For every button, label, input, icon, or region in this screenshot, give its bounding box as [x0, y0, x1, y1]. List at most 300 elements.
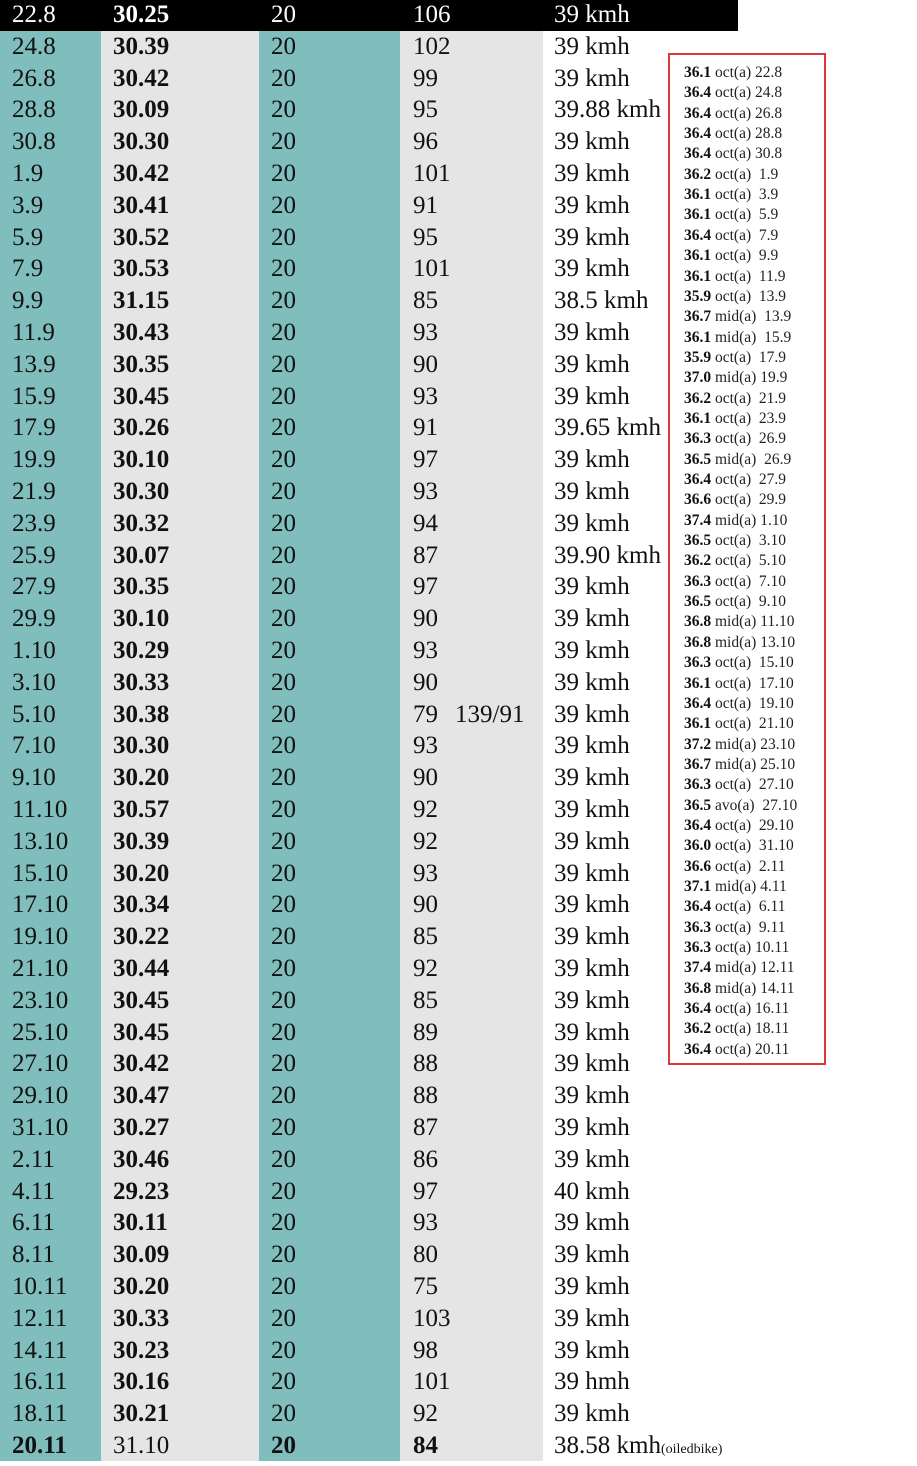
temperature-value: 37.4 — [684, 511, 712, 529]
temperature-value: 36.6 — [684, 857, 712, 875]
value-cell: 30.42 — [113, 1050, 170, 1078]
speed-cell: 39 kmh — [554, 1273, 630, 1300]
speed-cell: 39 kmh — [554, 223, 630, 251]
table-row — [0, 1112, 917, 1144]
value-cell: 30.09 — [113, 96, 170, 124]
temperature-label: mid(a) 11.10 — [715, 613, 795, 631]
temperature-value: 36.4 — [684, 104, 712, 122]
temperature-label: mid(a) 12.11 — [715, 959, 795, 977]
speed-cell: 39 kmh — [554, 64, 630, 92]
value-cell: 30.45 — [113, 382, 170, 410]
pulse-cell: 89 — [413, 1018, 438, 1046]
temperature-entry — [684, 633, 795, 653]
date-cell: 2.11 — [12, 1145, 55, 1173]
temperature-label: oct(a) 30.8 — [715, 145, 783, 163]
temperature-entry — [684, 246, 778, 266]
temperature-value: 36.1 — [684, 328, 712, 346]
pulse-cell: 80 — [413, 1241, 438, 1269]
speed-cell: 39 kmh — [554, 923, 630, 951]
date-cell: 6.11 — [12, 1209, 55, 1237]
temperature-value: 36.2 — [684, 165, 712, 183]
temperature-entry — [684, 918, 785, 938]
pulse-cell: 93 — [413, 732, 438, 760]
pulse-cell: 101 — [413, 1368, 451, 1396]
temperature-value: 36.4 — [684, 1000, 712, 1018]
value-cell: 30.10 — [113, 605, 170, 633]
date-cell: 29.9 — [12, 605, 56, 633]
temperature-entry — [684, 511, 787, 531]
temperature-label: mid(a) 15.9 — [715, 328, 792, 346]
temperature-label: mid(a) 26.9 — [715, 450, 792, 468]
temperature-entry — [684, 938, 789, 958]
pulse-cell: 103 — [413, 1304, 451, 1332]
temperature-value: 36.3 — [684, 776, 712, 794]
temperature-label: oct(a) 27.9 — [715, 471, 787, 488]
temperature-entry — [684, 490, 786, 510]
temperature-label: oct(a) 21.10 — [715, 715, 794, 733]
date-cell: 9.10 — [12, 764, 56, 792]
table-row — [0, 1303, 917, 1335]
temperature-label: oct(a) 13.9 — [715, 287, 787, 305]
count-cell: 20 — [271, 1, 296, 28]
value-cell: 30.39 — [113, 827, 170, 855]
speed-cell: 39 hmh — [554, 1368, 630, 1396]
pulse-cell: 75 — [413, 1273, 438, 1300]
temperature-value: 36.1 — [684, 715, 712, 733]
temperature-label: oct(a) 21.9 — [715, 389, 787, 407]
date-cell: 25.9 — [12, 541, 56, 569]
temperature-entry — [684, 572, 786, 592]
date-cell: 29.10 — [12, 1082, 69, 1110]
speed-cell: 39 kmh — [554, 637, 630, 664]
temperature-entry — [684, 714, 794, 734]
temperature-value: 36.4 — [684, 125, 712, 143]
temperature-value: 37.0 — [684, 369, 712, 387]
speed-cell: 39 kmh — [554, 1018, 630, 1046]
temperature-entry — [684, 165, 778, 185]
count-cell: 20 — [271, 1050, 296, 1078]
count-cell: 20 — [271, 573, 296, 601]
date-cell: 8.11 — [12, 1241, 55, 1269]
count-cell: 20 — [271, 382, 296, 410]
speed-cell: 39.88 kmh — [554, 96, 661, 124]
speed-cell: 39 kmh — [554, 255, 630, 283]
count-cell: 20 — [271, 541, 296, 569]
pulse-cell: 93 — [413, 478, 438, 505]
count-cell: 20 — [271, 668, 296, 696]
value-cell: 30.20 — [113, 859, 170, 887]
temperature-value: 36.7 — [684, 308, 712, 326]
temperature-label: oct(a) 17.10 — [715, 674, 794, 692]
date-cell: 23.9 — [12, 509, 56, 537]
temperature-label: oct(a) 7.10 — [715, 572, 787, 590]
count-cell: 20 — [271, 191, 296, 219]
blood-pressure-cell: 139/91 — [455, 700, 525, 728]
value-cell: 30.39 — [113, 32, 170, 60]
pulse-cell: 79 — [413, 700, 438, 728]
temperature-value: 36.5 — [684, 796, 712, 814]
count-cell: 20 — [271, 1177, 296, 1205]
pulse-cell: 87 — [413, 1114, 438, 1141]
date-cell: 16.11 — [12, 1368, 68, 1396]
temperature-value: 36.4 — [684, 84, 712, 102]
temperature-label: oct(a) 20.11 — [715, 1040, 790, 1058]
count-cell: 20 — [271, 160, 296, 187]
temperature-label: oct(a) 27.10 — [715, 776, 794, 794]
temperature-entry — [684, 185, 778, 205]
date-cell: 17.10 — [12, 891, 69, 919]
pulse-cell: 90 — [413, 891, 438, 919]
temperature-value: 36.8 — [684, 633, 712, 651]
temperature-entry — [684, 104, 782, 124]
date-cell: 20.11 — [12, 1432, 67, 1459]
temperature-label: oct(a) 26.8 — [715, 104, 783, 122]
table-row — [0, 1271, 917, 1303]
pulse-cell: 87 — [413, 541, 438, 569]
temperature-entry — [684, 857, 785, 877]
speed-cell: 39 kmh — [554, 700, 630, 728]
count-cell: 20 — [271, 859, 296, 887]
date-cell: 13.9 — [12, 350, 56, 378]
count-cell: 20 — [271, 32, 296, 60]
date-cell: 27.9 — [12, 573, 56, 601]
count-cell: 20 — [271, 1273, 296, 1300]
pulse-cell: 93 — [413, 859, 438, 887]
table-row — [0, 1080, 917, 1112]
temperature-label: oct(a) 29.9 — [715, 491, 787, 509]
count-cell: 20 — [271, 764, 296, 792]
temperature-label: mid(a) 4.11 — [715, 878, 787, 895]
count-cell: 20 — [271, 287, 296, 315]
count-cell: 20 — [271, 350, 296, 378]
pulse-cell: 85 — [413, 287, 438, 315]
date-cell: 7.9 — [12, 255, 44, 283]
temperature-entry — [684, 816, 794, 836]
pulse-cell: 90 — [413, 668, 438, 696]
date-cell: 27.10 — [12, 1050, 69, 1078]
count-cell: 20 — [271, 700, 296, 728]
count-cell: 20 — [271, 923, 296, 951]
date-cell: 23.10 — [12, 986, 69, 1014]
pulse-cell: 86 — [413, 1145, 438, 1173]
value-cell: 31.15 — [113, 287, 170, 315]
date-cell: 17.9 — [12, 414, 56, 442]
speed-cell: 39 kmh — [554, 986, 630, 1014]
temperature-label: oct(a) 6.11 — [715, 898, 786, 916]
speed-cell: 39 kmh — [554, 796, 630, 823]
date-cell: 26.8 — [12, 64, 56, 92]
pulse-cell: 90 — [413, 764, 438, 792]
temperature-entry — [684, 429, 786, 449]
temperature-value: 36.4 — [684, 145, 712, 163]
speed-cell: 39 kmh — [554, 446, 630, 474]
temperature-value: 36.1 — [684, 186, 712, 204]
speed-cell: 39 kmh — [554, 1, 630, 28]
temperature-value: 36.3 — [684, 939, 712, 957]
temperature-entry — [684, 694, 794, 714]
temperature-label: oct(a) 16.11 — [715, 1000, 790, 1018]
pulse-cell: 101 — [413, 255, 451, 283]
pulse-cell: 88 — [413, 1050, 438, 1078]
value-cell: 30.22 — [113, 923, 170, 951]
value-cell: 30.57 — [113, 796, 170, 823]
pulse-cell: 93 — [413, 382, 438, 410]
count-cell: 20 — [271, 986, 296, 1014]
count-cell: 20 — [271, 223, 296, 251]
speed-cell: 39 kmh — [554, 32, 630, 60]
speed-cell: 39 kmh — [554, 1145, 630, 1173]
temperature-value: 36.1 — [684, 674, 712, 692]
value-cell: 30.41 — [113, 191, 170, 219]
speed-cell: 39 kmh — [554, 1304, 630, 1332]
speed-cell: 39 kmh — [554, 605, 630, 633]
temperature-label: oct(a) 9.11 — [715, 918, 786, 936]
temperature-value: 36.1 — [684, 247, 712, 265]
speed-cell: 39 kmh — [554, 1050, 630, 1078]
temperature-label: mid(a) 13.10 — [715, 633, 796, 651]
count-cell: 20 — [271, 1114, 296, 1141]
value-cell: 30.23 — [113, 1336, 170, 1364]
pulse-cell: 92 — [413, 1400, 438, 1428]
temperature-value: 36.5 — [684, 593, 712, 611]
date-cell: 21.9 — [12, 478, 56, 505]
temperature-entry — [684, 531, 786, 551]
table-row — [0, 1335, 917, 1367]
temperature-entry — [684, 328, 791, 348]
temperature-entry — [684, 348, 786, 368]
date-cell: 25.10 — [12, 1018, 69, 1046]
count-cell: 20 — [271, 605, 296, 633]
date-cell: 5.9 — [12, 223, 44, 251]
temperature-label: oct(a) 28.8 — [715, 125, 783, 143]
speed-cell: 39 kmh — [554, 350, 630, 378]
temperature-value: 36.7 — [684, 755, 712, 773]
date-cell: 21.10 — [12, 955, 69, 982]
table-row — [0, 0, 917, 31]
pulse-cell: 93 — [413, 319, 438, 346]
pulse-cell: 99 — [413, 64, 438, 92]
temperature-label: oct(a) 15.10 — [715, 654, 794, 672]
value-cell: 30.34 — [113, 891, 170, 919]
count-cell: 20 — [271, 1368, 296, 1396]
speed-cell: 39 kmh — [554, 573, 630, 601]
speed-cell: 39 kmh — [554, 859, 630, 887]
count-cell: 20 — [271, 827, 296, 855]
pulse-cell: 102 — [413, 32, 451, 60]
temperature-entry — [684, 551, 786, 571]
speed-cell: 39 kmh — [554, 955, 630, 982]
value-cell: 30.35 — [113, 350, 170, 378]
temperature-entry — [684, 307, 791, 327]
value-cell: 30.42 — [113, 64, 170, 92]
value-cell: 30.26 — [113, 414, 170, 442]
speed-cell: 38.58 kmh(oiledbike) — [554, 1432, 723, 1459]
count-cell: 20 — [271, 1400, 296, 1428]
value-cell: 30.46 — [113, 1145, 170, 1173]
count-cell: 20 — [271, 891, 296, 919]
speed-cell: 39.65 kmh — [554, 414, 661, 442]
value-cell: 30.30 — [113, 128, 170, 156]
value-cell: 30.21 — [113, 1400, 170, 1428]
count-cell: 20 — [271, 64, 296, 92]
temperature-label: oct(a) 26.9 — [715, 430, 787, 448]
value-cell: 30.16 — [113, 1368, 170, 1396]
value-cell: 30.11 — [113, 1209, 168, 1237]
date-cell: 10.11 — [12, 1273, 68, 1300]
temperature-label: oct(a) 23.9 — [715, 409, 787, 427]
temperature-entry — [684, 470, 786, 490]
temperature-label: oct(a) 3.10 — [715, 532, 787, 550]
temperature-label: avo(a) 27.10 — [715, 796, 798, 814]
value-cell: 30.35 — [113, 573, 170, 601]
temperature-label: oct(a) 5.9 — [715, 206, 779, 224]
temperature-label: mid(a) 13.9 — [715, 308, 792, 326]
date-cell: 19.9 — [12, 446, 56, 474]
temperature-value: 36.2 — [684, 1020, 712, 1038]
speed-cell: 39.90 kmh — [554, 541, 661, 569]
date-cell: 24.8 — [12, 32, 56, 60]
table-row — [0, 1398, 917, 1430]
count-cell: 20 — [271, 255, 296, 283]
pulse-cell: 92 — [413, 796, 438, 823]
temperature-entry — [684, 674, 794, 694]
date-cell: 1.9 — [12, 160, 44, 187]
count-cell: 20 — [271, 1336, 296, 1364]
pulse-cell: 85 — [413, 923, 438, 951]
temperature-value: 36.2 — [684, 552, 712, 570]
temperature-value: 36.1 — [684, 206, 712, 224]
pulse-cell: 85 — [413, 986, 438, 1014]
temperature-label: oct(a) 7.9 — [715, 226, 779, 244]
value-cell: 29.23 — [113, 1177, 170, 1205]
pulse-cell: 97 — [413, 446, 438, 474]
count-cell: 20 — [271, 509, 296, 537]
temperature-value: 37.1 — [684, 878, 712, 895]
value-cell: 30.45 — [113, 1018, 170, 1046]
count-cell: 20 — [271, 1209, 296, 1237]
count-cell: 20 — [271, 637, 296, 664]
count-cell: 20 — [271, 1304, 296, 1332]
speed-cell: 39 kmh — [554, 509, 630, 537]
temperature-entry — [684, 897, 785, 917]
value-cell: 30.20 — [113, 764, 170, 792]
temperature-value: 37.4 — [684, 959, 712, 977]
pulse-cell: 91 — [413, 414, 438, 442]
date-cell: 3.10 — [12, 668, 56, 696]
temperature-value: 36.3 — [684, 654, 712, 672]
count-cell: 20 — [271, 796, 296, 823]
pulse-cell: 90 — [413, 350, 438, 378]
count-cell: 20 — [271, 96, 296, 124]
temperature-entry — [684, 124, 782, 144]
date-cell: 11.9 — [12, 319, 55, 346]
temperature-label: mid(a) 25.10 — [715, 755, 796, 773]
value-cell: 30.25 — [113, 1, 170, 28]
value-cell: 30.38 — [113, 700, 170, 728]
pulse-cell: 97 — [413, 1177, 438, 1205]
count-cell: 20 — [271, 732, 296, 760]
date-cell: 3.9 — [12, 191, 44, 219]
temperature-label: mid(a) 1.10 — [715, 511, 788, 529]
date-cell: 5.10 — [12, 700, 56, 728]
table-row — [0, 1366, 917, 1398]
temperature-entry — [684, 267, 785, 287]
speed-cell: 39 kmh — [554, 160, 630, 187]
pulse-cell: 93 — [413, 1209, 438, 1237]
temperature-entry — [684, 1040, 789, 1060]
value-cell: 30.33 — [113, 1304, 170, 1332]
pulse-cell: 90 — [413, 605, 438, 633]
temperature-value: 36.2 — [684, 389, 712, 407]
pulse-cell: 98 — [413, 1336, 438, 1364]
temperature-value: 36.4 — [684, 471, 712, 488]
count-cell: 20 — [271, 128, 296, 156]
temperature-entry — [684, 389, 786, 409]
date-cell: 7.10 — [12, 732, 56, 760]
count-cell: 20 — [271, 1082, 296, 1110]
speed-cell: 39 kmh — [554, 1082, 630, 1110]
temperature-value: 37.2 — [684, 735, 712, 753]
temperature-value: 36.1 — [684, 64, 712, 81]
temperature-entry — [684, 958, 795, 978]
value-cell: 30.33 — [113, 668, 170, 696]
pulse-cell: 93 — [413, 637, 438, 664]
table-row — [0, 1239, 917, 1271]
value-cell: 30.27 — [113, 1114, 170, 1141]
date-cell: 22.8 — [12, 1, 56, 28]
speed-cell: 39 kmh — [554, 1336, 630, 1364]
value-cell: 30.30 — [113, 732, 170, 760]
pulse-cell: 92 — [413, 955, 438, 982]
pulse-cell: 96 — [413, 128, 438, 156]
date-cell: 18.11 — [12, 1400, 68, 1428]
temperature-entry — [684, 368, 787, 388]
count-cell: 20 — [271, 1432, 296, 1459]
count-cell: 20 — [271, 955, 296, 982]
temperature-label: oct(a) 11.9 — [715, 267, 786, 285]
value-cell: 30.42 — [113, 160, 170, 187]
date-cell: 11.10 — [12, 796, 68, 823]
speed-cell: 39 kmh — [554, 191, 630, 219]
temperature-label: oct(a) 9.9 — [715, 247, 779, 265]
table-row — [0, 1176, 917, 1208]
temperature-label: oct(a) 29.10 — [715, 816, 794, 834]
temperature-entry — [684, 877, 787, 897]
speed-cell: 39 kmh — [554, 1209, 630, 1237]
temperature-label: oct(a) 19.10 — [715, 694, 794, 712]
speed-cell: 39 kmh — [554, 764, 630, 792]
date-cell: 15.10 — [12, 859, 69, 887]
value-cell: 30.32 — [113, 509, 170, 537]
temperature-label: oct(a) 2.11 — [715, 857, 786, 875]
speed-cell: 39 kmh — [554, 128, 630, 156]
temperature-label: mid(a) 14.11 — [715, 979, 795, 997]
temperature-value: 36.1 — [684, 409, 712, 427]
temperature-value: 36.0 — [684, 837, 712, 855]
date-cell: 4.11 — [12, 1177, 55, 1205]
temperature-entry — [684, 83, 782, 103]
value-cell: 30.07 — [113, 541, 170, 569]
temperature-entry — [684, 735, 795, 755]
speed-cell: 38.5 kmh — [554, 287, 649, 315]
temperature-entry — [684, 592, 786, 612]
date-cell: 19.10 — [12, 923, 69, 951]
date-cell: 14.11 — [12, 1336, 68, 1364]
pulse-cell: 95 — [413, 96, 438, 124]
temperature-label: oct(a) 9.10 — [715, 593, 787, 611]
temperature-log-box — [668, 53, 826, 1065]
pulse-cell: 84 — [413, 1432, 438, 1459]
